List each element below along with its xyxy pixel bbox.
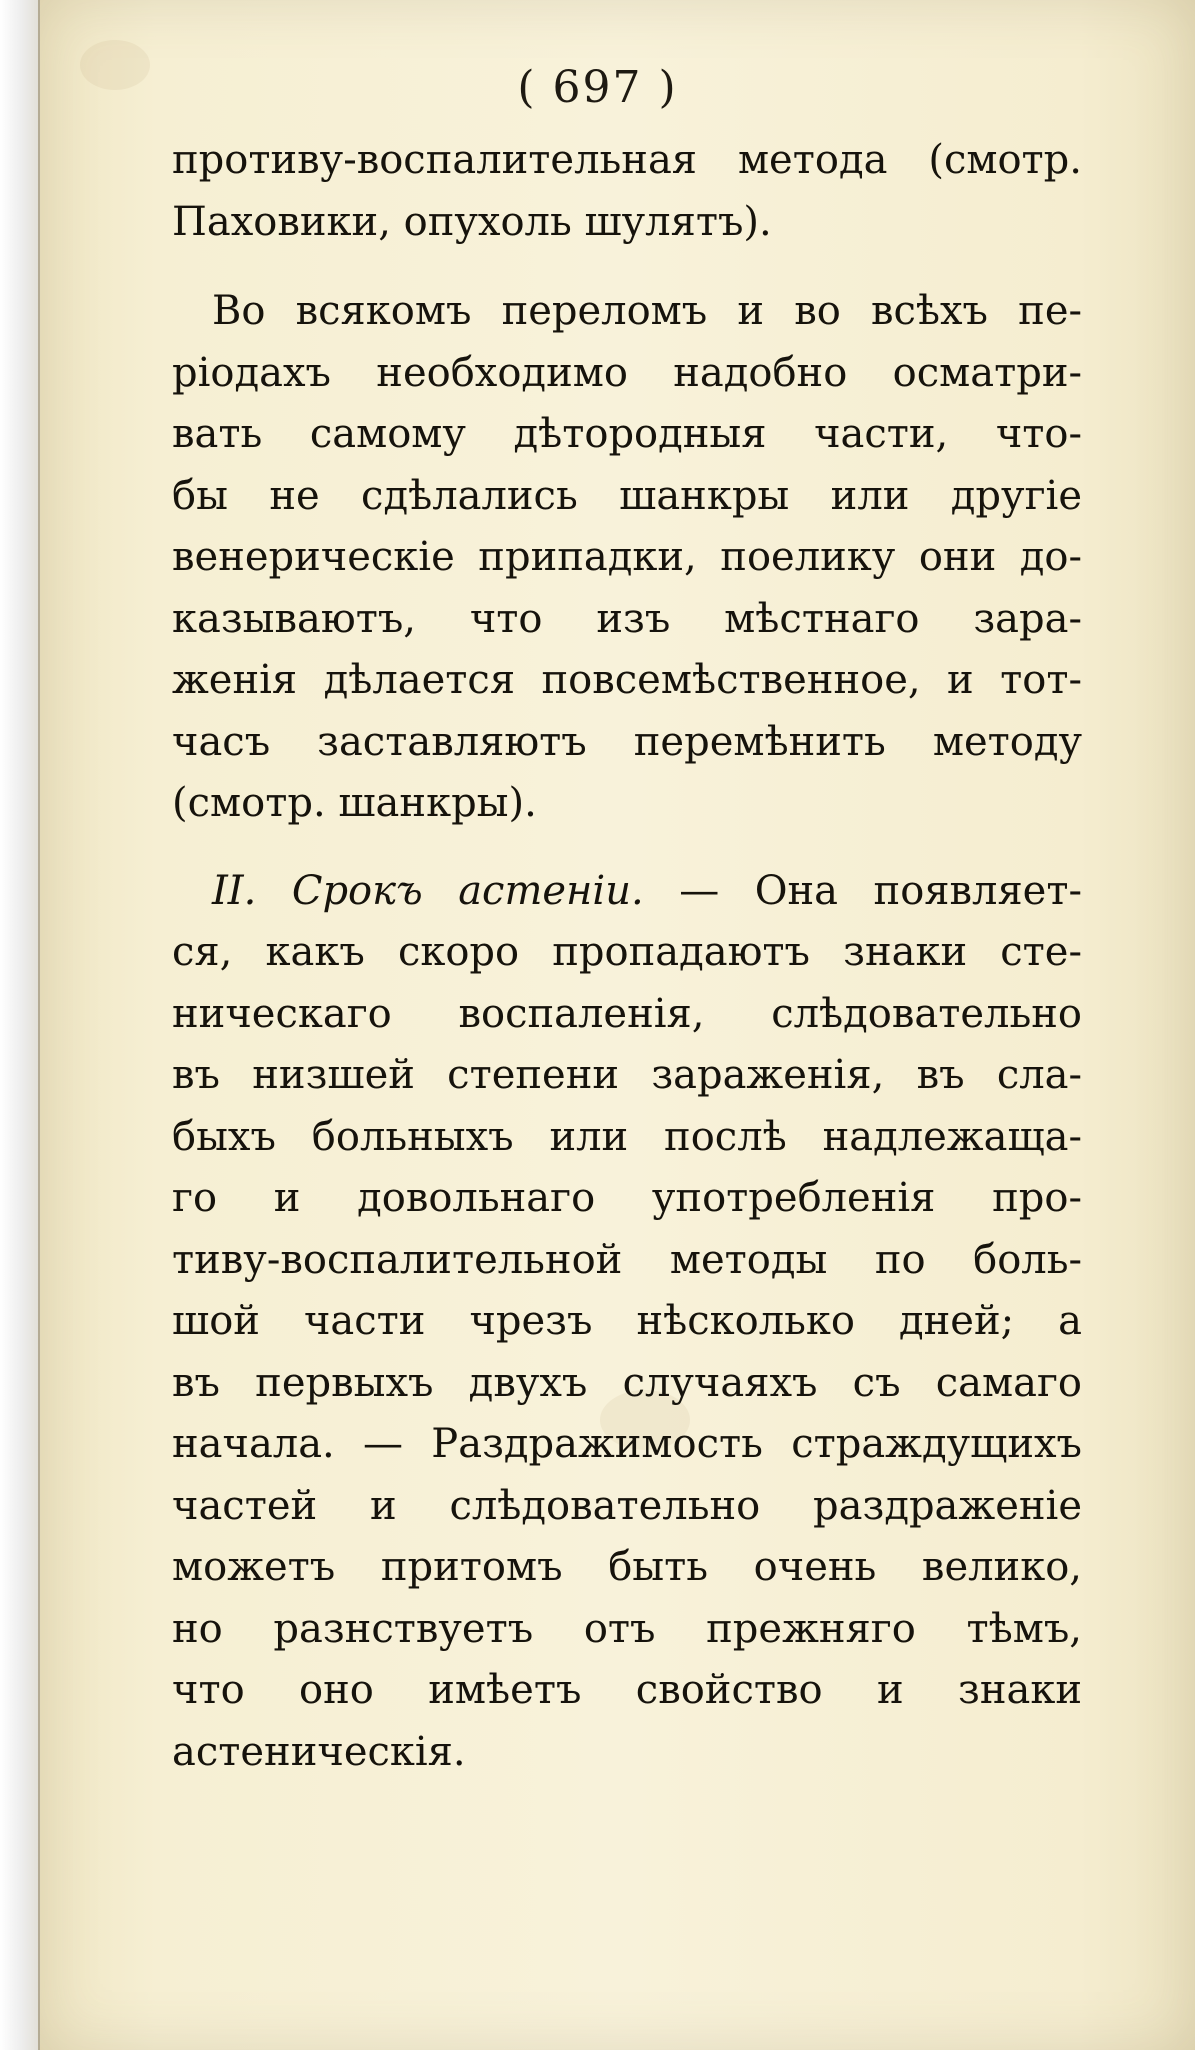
section-heading: II. Срокъ астеніи. bbox=[212, 867, 644, 914]
text-line: но разнствуетъ отъ прежняго тѣмъ, bbox=[172, 1605, 1082, 1652]
text-line-with-heading bbox=[172, 861, 1082, 923]
text-line: часъ заставляютъ перемѣнить методу bbox=[172, 718, 1082, 765]
text-line: ся, какъ скоро пропадаютъ знаки сте- bbox=[172, 929, 1082, 975]
text-line: противу-воспалительная метода (смотр. bbox=[172, 137, 1082, 183]
text-line: женія дѣлается повсемѣственное, и тот- bbox=[172, 657, 1082, 703]
text-line: въ первыхъ двухъ случаяхъ съ самаго bbox=[172, 1359, 1082, 1406]
paragraph-3 bbox=[172, 861, 1082, 1784]
text-line: въ низшей степени зараженія, въ сла- bbox=[172, 1052, 1082, 1098]
text-line: Во всякомъ переломъ и во всѣхъ пе- bbox=[212, 288, 1082, 334]
text-line: Паховики, опухоль шулятъ). bbox=[172, 198, 772, 245]
page-number: ( 697 ) bbox=[517, 62, 678, 113]
paragraph-2 bbox=[172, 281, 1082, 835]
text-line: (смотр. шанкры). bbox=[172, 780, 537, 826]
text-line: шой части чрезъ нѣсколько дней; а bbox=[172, 1298, 1082, 1344]
text-line: можетъ притомъ быть очень велико, bbox=[172, 1544, 1082, 1590]
text-line: начала. — Раздражимость страждущихъ bbox=[172, 1421, 1082, 1467]
text-line: частей и слѣдовательно раздраженіе bbox=[172, 1482, 1082, 1529]
text-fragment: — Она появляет- bbox=[679, 867, 1083, 914]
text-line: венерическіе припадки, поелику они до- bbox=[172, 534, 1082, 580]
text-line: ріодахъ необходимо надобно осматри- bbox=[172, 349, 1082, 396]
text-line: ническаго воспаленія, слѣдовательно bbox=[172, 990, 1082, 1037]
text-line: вать самому дѣтородныя части, что- bbox=[172, 411, 1082, 457]
text-line: быхъ больныхъ или послѣ надлежаща- bbox=[172, 1113, 1082, 1160]
page-text bbox=[172, 130, 1082, 1783]
text-line: казываютъ, что изъ мѣстнаго зара- bbox=[172, 595, 1082, 642]
text-line: тиву-воспалительной методы по боль- bbox=[172, 1236, 1082, 1283]
text-line: го и довольнаго употребленія про- bbox=[172, 1175, 1082, 1221]
text-line: бы не сдѣлались шанкры или другіе bbox=[172, 472, 1082, 519]
paragraph-1 bbox=[172, 130, 1082, 253]
text-line: что оно имѣетъ свойство и знаки bbox=[172, 1667, 1082, 1713]
text-line: астеническія. bbox=[172, 1728, 466, 1775]
